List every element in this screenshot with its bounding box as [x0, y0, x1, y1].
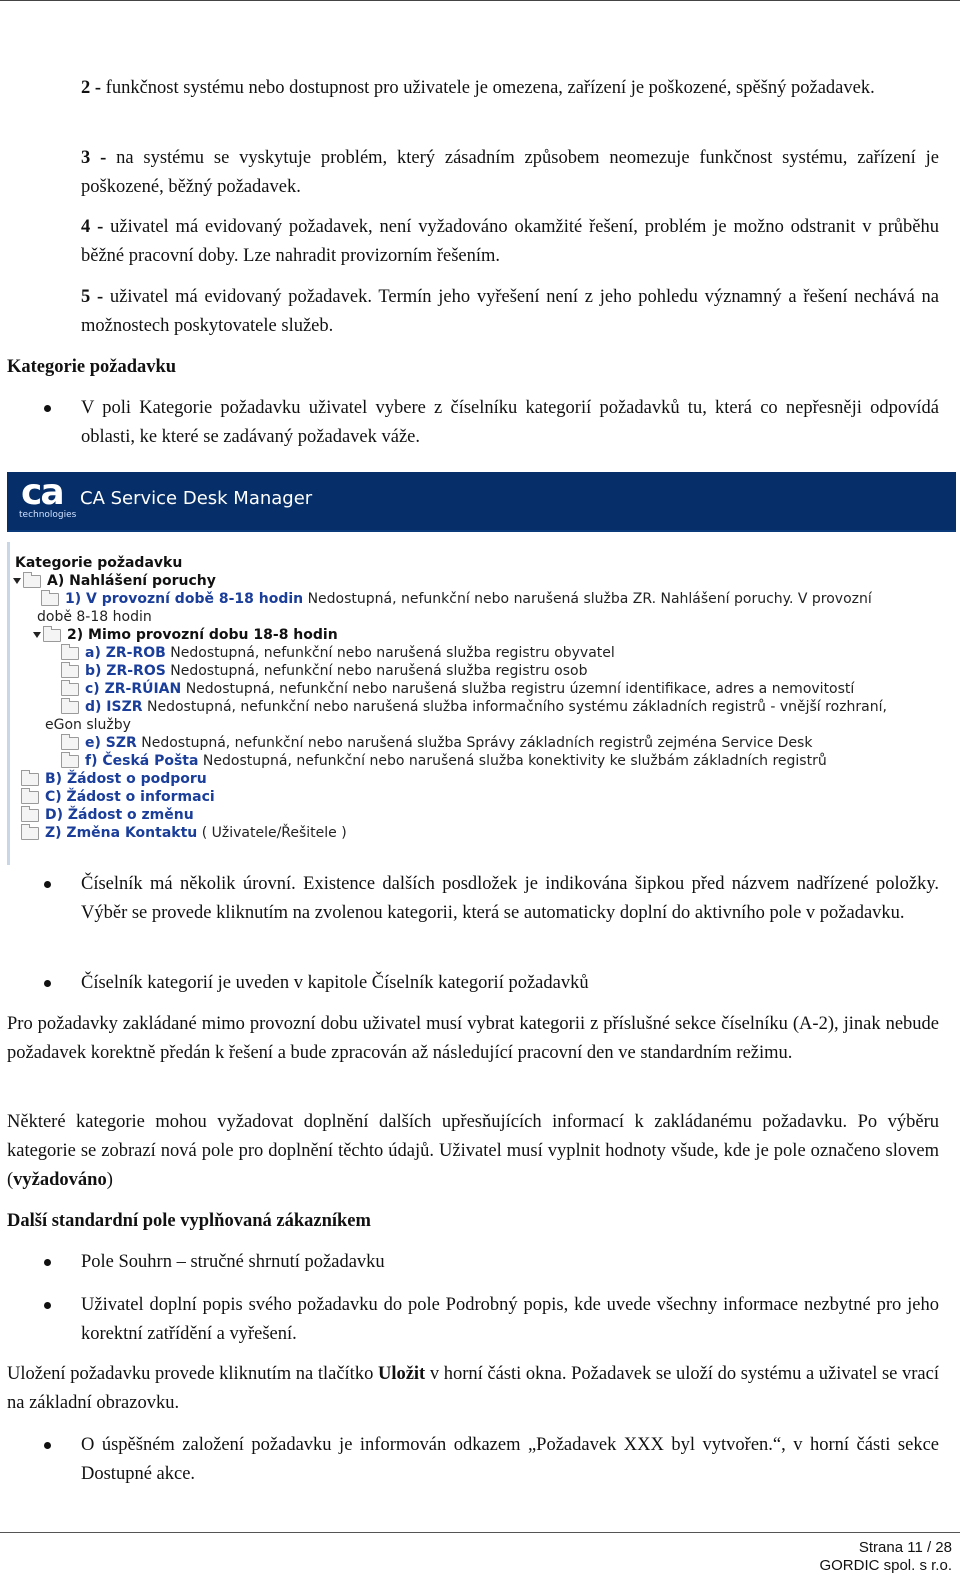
folder-icon	[61, 683, 79, 696]
success-info: O úspěšném založení požadavku je informován odkazem „Požadavek XXX byl vytvořen.“, v horní části sekce Dostupné akce.	[81, 1435, 939, 1484]
tree-item-a2[interactable]: 2) Mimo provozní dobu 18-8 hodin	[33, 626, 338, 644]
priority-3: 3 - na systému se vyskytuje problém, který zásadním způsobem neomezuje funkčnost systému, zařízení je poškozené, běžný požadavek.	[81, 148, 939, 197]
tree-item-iszr-cont: eGon služby	[45, 717, 131, 733]
bullet	[44, 405, 51, 412]
category-info: V poli Kategorie požadavku uživatel vybere z číselníku kategorií požadavků tu, která co nepřesněji odpovídá oblasti, ke které se zadávaný požadavek váže.	[81, 398, 939, 447]
priority-2: 2 - funkčnost systému nebo dostupnost pro uživatele je omezena, zařízení je poškozené, spěšný požadavek.	[81, 78, 875, 98]
tree-title: Kategorie požadavku	[15, 555, 183, 571]
bullet	[44, 980, 51, 987]
catalog-reference: Číselník kategorií je uveden v kapitole Číselník kategorií požadavků	[81, 973, 589, 993]
folder-icon	[41, 593, 59, 606]
left-frame	[7, 542, 10, 865]
bullet	[44, 1302, 51, 1309]
paragraph-save: Uložení požadavku provede kliknutím na tlačítko Uložit v horní části okna. Požadavek se uloží do systému a uživatel se vrací na základní obrazovku.	[7, 1364, 939, 1413]
tree-item-a1-cont: době 8-18 hodin	[37, 609, 152, 625]
bullet	[44, 1442, 51, 1449]
summary-field-info: Pole Souhrn – stručné shrnutí požadavku	[81, 1252, 385, 1272]
bullet	[44, 1259, 51, 1266]
folder-icon	[23, 575, 41, 588]
tree-item-iszr[interactable]: d) ISZR Nedostupná, nefunkční nebo narušená služba informačního systému základních registrů - vnější rozhraní,	[61, 698, 887, 716]
tree-item-ros[interactable]: b) ZR-ROS Nedostupná, nefunkční nebo narušená služba registru osob	[61, 662, 588, 680]
expand-arrow-icon	[13, 578, 21, 584]
priority-5: 5 - uživatel má evidovaný požadavek. Termín jeho vyřešení není z jeho pohledu významný a řešení nechává na možnostech poskytovatele služeb.	[81, 287, 939, 336]
tree-item-a[interactable]: A) Nahlášení poruchy	[13, 572, 216, 590]
levels-info: Číselník má několik úrovní. Existence dalších posdložek je indikována šipkou před názvem nadřízené položky. Výběr se provede kliknutím na zvolenou kategorii, která se automaticky doplní do aktivního pole v požadavku.	[81, 874, 939, 923]
tree-item-c[interactable]: C) Žádost o informaci	[21, 788, 215, 806]
top-rule	[0, 0, 960, 1]
folder-icon	[61, 737, 79, 750]
folder-icon	[21, 773, 39, 786]
tree-item-a1[interactable]: 1) V provozní době 8-18 hodin Nedostupná, nefunkční nebo narušená služba ZR. Nahlášení poruchy. V provozní	[41, 590, 872, 608]
tree-item-ruian[interactable]: c) ZR-RÚIAN Nedostupná, nefunkční nebo narušená služba registru územní identifikace, adres a nemovitostí	[61, 680, 854, 698]
description-field-info: Uživatel doplní popis svého požadavku do pole Podrobný popis, kde uvede všechny informace nezbytné pro jeho korektní zatřídění a vyřešení.	[81, 1295, 939, 1344]
paragraph-out-of-hours: Pro požadavky zakládané mimo provozní dobu uživatel musí vybrat kategorii z příslušné sekce číselníku (A-2), jinak nebude požadavek korektně předán k řešení a bude zpracován až následující pracovní den ve standardním režimu.	[7, 1014, 939, 1063]
company-name: GORDIC spol. s r.o.	[819, 1557, 952, 1574]
tree-item-rob[interactable]: a) ZR-ROB Nedostupná, nefunkční nebo narušená služba registru obyvatel	[61, 644, 615, 662]
folder-icon	[21, 791, 39, 804]
footer-rule	[0, 1532, 960, 1533]
folder-icon	[61, 755, 79, 768]
bullet	[44, 881, 51, 888]
folder-icon	[61, 701, 79, 714]
section-heading-standard-fields: Další standardní pole vyplňovaná zákazníkem	[7, 1211, 371, 1231]
tree-item-d[interactable]: D) Žádost o změnu	[21, 806, 194, 824]
folder-icon	[61, 665, 79, 678]
ca-logo: ca technologies	[19, 472, 77, 520]
tree-item-cp[interactable]: f) Česká Pošta Nedostupná, nefunkční nebo narušená služba konektivity ke službám základních registrů	[61, 752, 827, 770]
page-number: Strana 11 / 28	[858, 1539, 952, 1556]
folder-icon	[43, 629, 61, 642]
tree-item-b[interactable]: B) Žádost o podporu	[21, 770, 207, 788]
expand-arrow-icon	[33, 632, 41, 638]
app-header	[7, 472, 956, 532]
folder-icon	[21, 809, 39, 822]
priority-4: 4 - uživatel má evidovaný požadavek, není vyžadováno okamžité řešení, problém je možno odstranit v průběhu běžné pracovní doby. Lze nahradit provizorním řešením.	[81, 217, 939, 266]
section-heading-category: Kategorie požadavku	[7, 357, 177, 377]
app-title: CA Service Desk Manager	[80, 488, 313, 509]
tree-item-szr[interactable]: e) SZR Nedostupná, nefunkční nebo narušená služba Správy základních registrů zejména Service Desk	[61, 734, 812, 752]
folder-icon	[61, 647, 79, 660]
service-desk-screenshot	[7, 472, 956, 865]
tree-item-z[interactable]: Z) Změna Kontaktu ( Uživatele/Řešitele )	[21, 824, 347, 842]
paragraph-required-fields: Některé kategorie mohou vyžadovat doplnění dalších upřesňujících informací k zakládanému požadavku. Po výběru kategorie se zobrazí nová pole pro doplnění těchto údajů. Uživatel musí vyplnit hodnoty všude, kde je pole označeno slovem (vyžadováno)	[7, 1112, 939, 1190]
folder-icon	[21, 827, 39, 840]
